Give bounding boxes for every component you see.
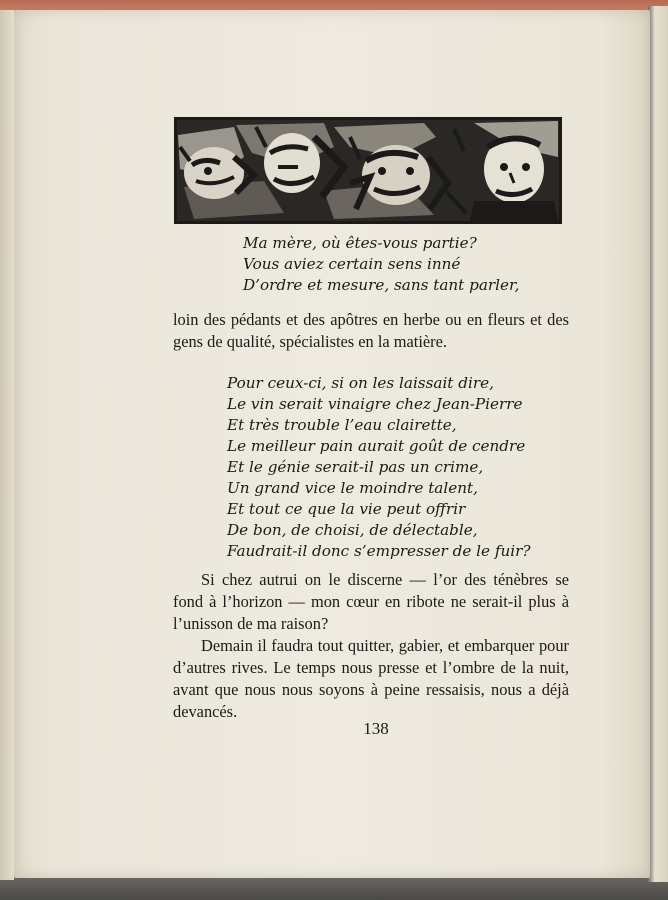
verse-line: De bon, de choisi, de délectable, [227, 521, 478, 539]
verse-line: Le vin serait vinaigre chez Jean-Pierre [227, 395, 523, 413]
page-number: 138 [363, 719, 389, 738]
verse-line: Pour ceux-ci, si on les laissait dire, [227, 374, 494, 392]
page-left-edge [0, 10, 14, 880]
prose-paragraph-3: Demain il faudra tout quitter, gabier, et embarquer pour d’autres rives. Le temps nous presse et l’ombre de la nuit, avant que nous nous soyons à peine ressaisis, nous a déjà devancés. [173, 636, 569, 721]
verse-line: Le meilleur pain aurait goût de cendre [227, 437, 526, 455]
verse-line: Et tout ce que la vie peut offrir [227, 500, 466, 518]
verse-stanza-1 [243, 233, 519, 296]
verse-line: Ma mère, où êtes-vous partie? [243, 234, 477, 252]
verse-line: Vous aviez certain sens inné [243, 255, 461, 273]
prose-paragraph-2: Si chez autrui on le discerne — l’or des ténèbres se fond à l’horizon — mon cœur en ribote ne serait-il plus à l’unisson de ma raison? [173, 570, 569, 633]
verse-line: Faudrait-il donc s’empresser de le fuir? [227, 542, 531, 560]
verse-line: Et très trouble l’eau clairette, [227, 416, 457, 434]
woodcut-vignette-faces [174, 117, 562, 224]
facing-page-edge [648, 6, 668, 882]
verse-line: Un grand vice le moindre talent, [227, 479, 478, 497]
verse-stanza-2 [227, 373, 531, 562]
verse-line: Et le génie serait-il pas un crime, [227, 458, 484, 476]
verse-line: D’ordre et mesure, sans tant parler, [243, 276, 520, 294]
prose-paragraph-1: loin des pédants et des apôtres en herbe ou en fleurs et des gens de qualité, spécialistes en la matière. [173, 310, 569, 351]
